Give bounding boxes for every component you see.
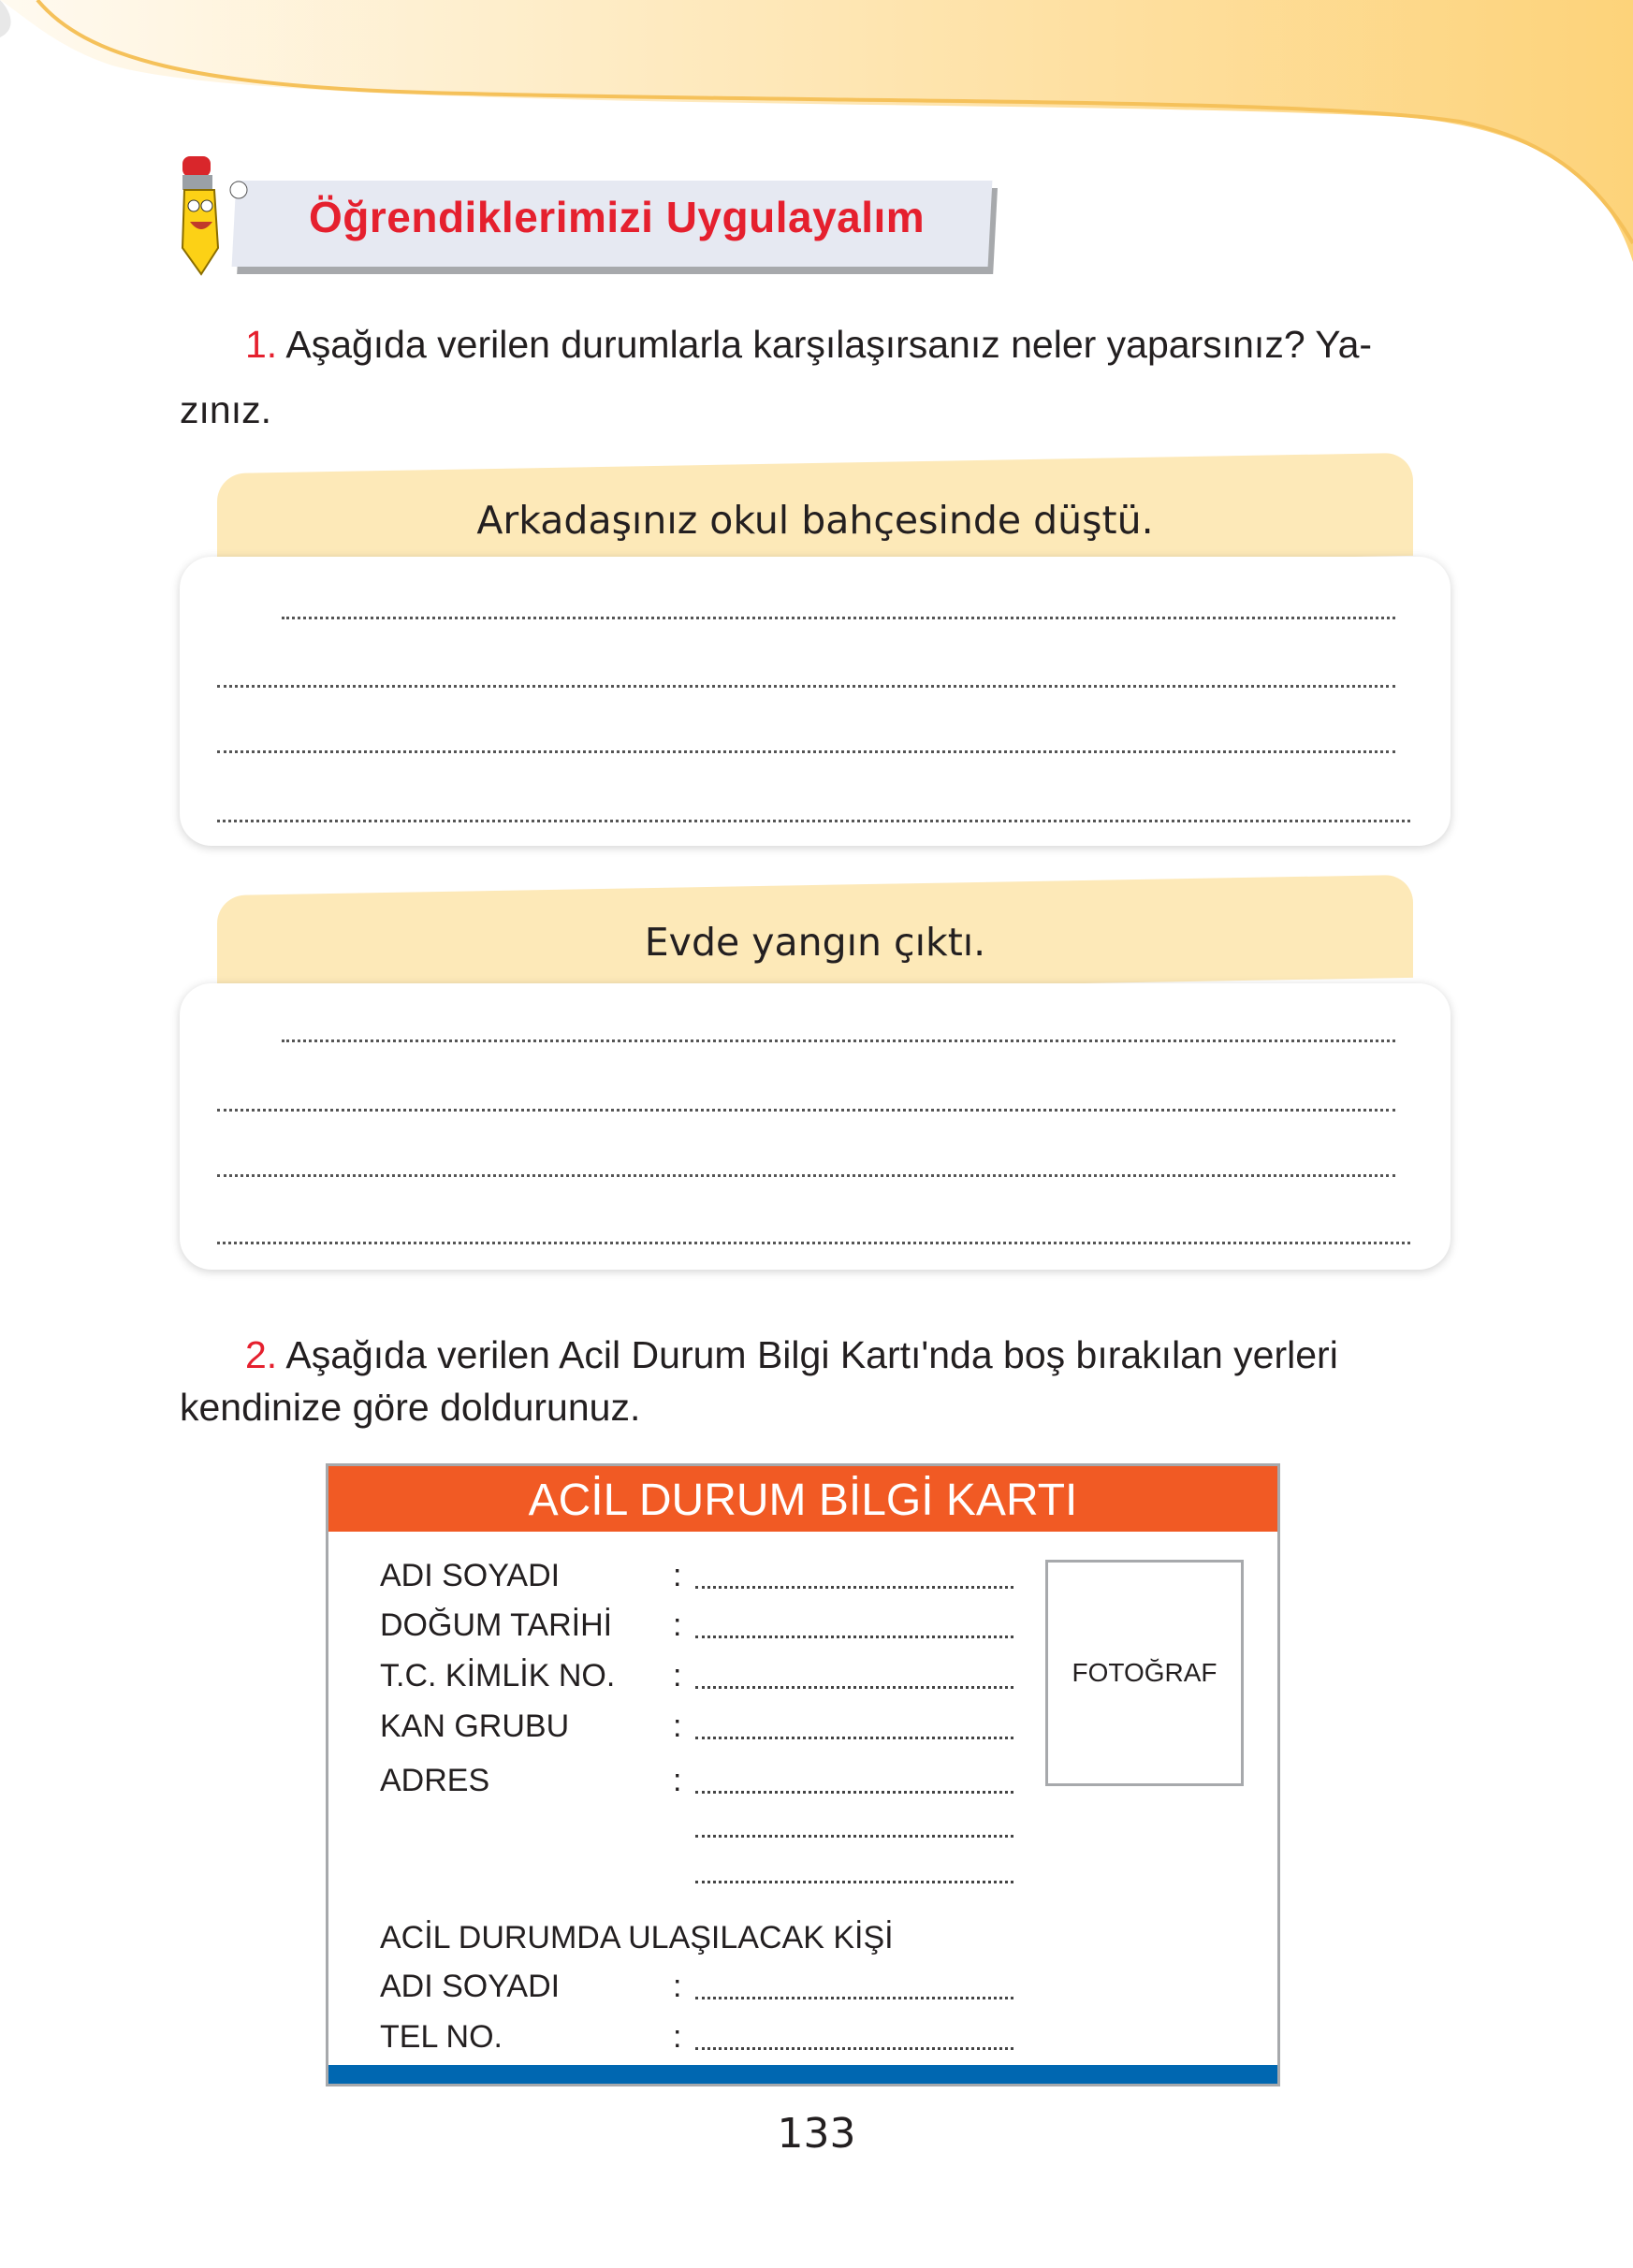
answer-line[interactable] (217, 1109, 1395, 1112)
answer-line[interactable] (282, 1040, 1395, 1042)
field-label: ADI SOYADI (380, 1558, 561, 1593)
field-label: KAN GRUBU (380, 1708, 570, 1744)
emergency-info-card (326, 1463, 1280, 2086)
field-label: TEL NO. (380, 2019, 503, 2055)
question-text: Aşağıda verilen durumlarla karşılaşırsanız neler yaparsınız? Ya- (285, 323, 1373, 366)
colon: : (673, 1658, 682, 1694)
answer-line[interactable] (217, 820, 1410, 822)
colon: : (673, 1708, 682, 1744)
address-field[interactable] (695, 1791, 1013, 1794)
field-label: ADI SOYADI (380, 1969, 561, 2004)
section-title: Öğrendiklerimizi Uygulayalım (309, 193, 926, 241)
scenario-title: Evde yangın çıktı. (644, 920, 986, 965)
answer-line[interactable] (217, 1174, 1395, 1177)
field-label: ADRES (380, 1763, 490, 1798)
card-footer-bar (328, 2065, 1277, 2084)
birthdate-field[interactable] (695, 1636, 1013, 1638)
question-number: 2. (245, 1333, 278, 1376)
question-2 (245, 1329, 1338, 1381)
answer-box[interactable] (180, 983, 1451, 1270)
question-number: 1. (245, 323, 278, 366)
photo-label: FOTOĞRAF (1072, 1658, 1217, 1687)
colon: : (673, 1763, 682, 1798)
id-number-field[interactable] (695, 1686, 1013, 1689)
field-label: T.C. KİMLİK NO. (380, 1658, 616, 1694)
contact-phone-field[interactable] (695, 2047, 1013, 2050)
answer-line[interactable] (217, 685, 1395, 688)
blood-type-field[interactable] (695, 1737, 1013, 1739)
address-field-line3[interactable] (695, 1881, 1013, 1883)
colon: : (673, 1607, 682, 1643)
question-1-cont: zınız. (180, 388, 271, 431)
pencil-mascot-icon (173, 154, 262, 276)
question-1 (245, 318, 1372, 371)
colon: : (673, 1558, 682, 1593)
colon: : (673, 1969, 682, 2004)
colon: : (673, 2019, 682, 2055)
scenario-title: Arkadaşınız okul bahçesinde düştü. (476, 498, 1154, 543)
question-2-cont: kendinize göre doldurunuz. (180, 1386, 641, 1429)
name-field[interactable] (695, 1586, 1013, 1589)
photo-box[interactable] (1045, 1560, 1244, 1786)
field-label: DOĞUM TARİHİ (380, 1607, 613, 1643)
page-number: 133 (777, 2110, 856, 2158)
address-field-line2[interactable] (695, 1835, 1013, 1838)
answer-line[interactable] (282, 617, 1395, 619)
question-text: Aşağıda verilen Acil Durum Bilgi Kartı'nda boş bırakılan yerleri (285, 1333, 1338, 1376)
contact-name-field[interactable] (695, 1997, 1013, 1999)
card-title: ACİL DURUM BİLGİ KARTI (328, 1466, 1277, 1532)
contact-heading: ACİL DURUMDA ULAŞILACAK KİŞİ (380, 1920, 894, 1955)
answer-box[interactable] (180, 557, 1451, 846)
answer-line[interactable] (217, 1242, 1410, 1244)
answer-line[interactable] (217, 750, 1395, 753)
